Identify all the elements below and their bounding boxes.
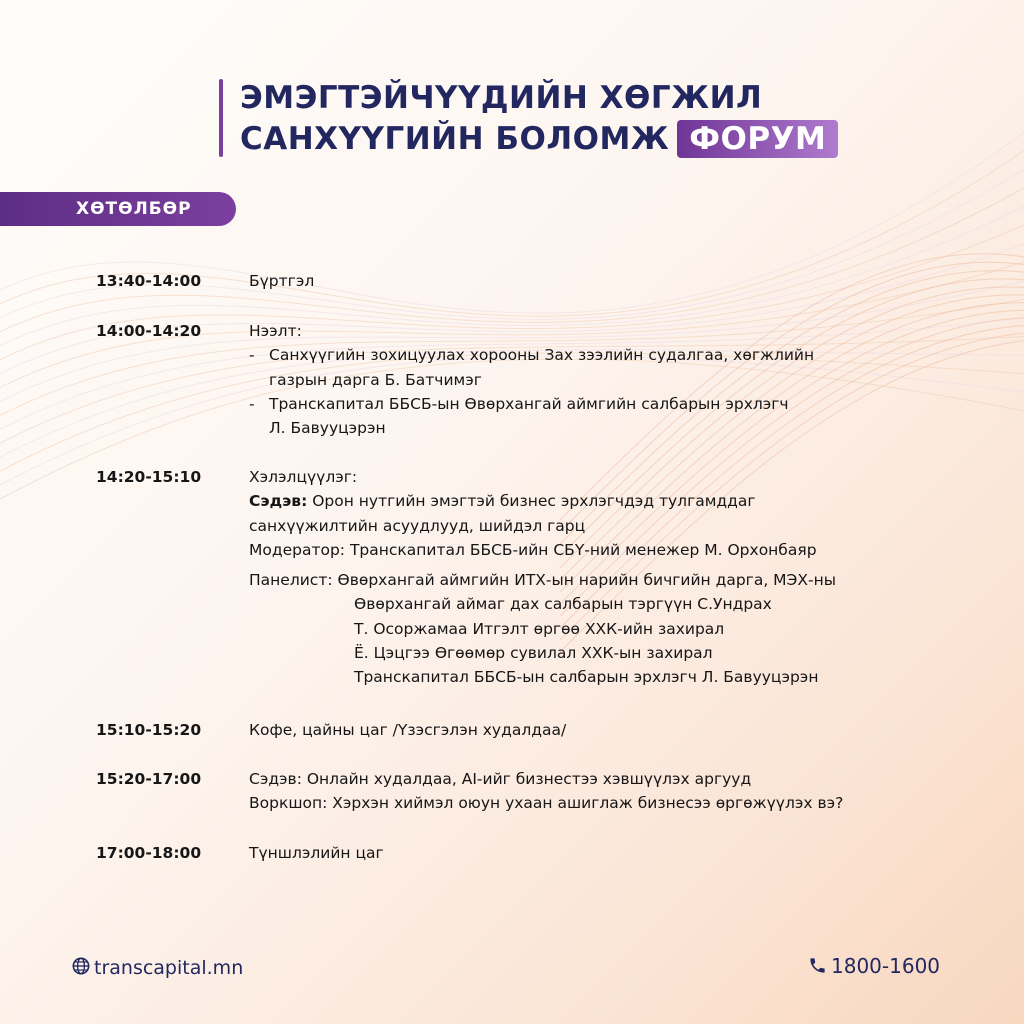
phone-icon: [808, 955, 827, 981]
panelist-line: Панелист: Өвөрхангай аймгийн ИТХ-ын нарийн бичгийн дарга, МЭХ-ны: [249, 571, 836, 590]
schedule-time: 17:00-18:00: [96, 844, 202, 862]
speaker-line: Транскапитал ББСБ-ын Өвөрхангай аймгийн салбарын эрхлэгч: [269, 394, 789, 413]
forum-title-line-2: [240, 119, 838, 159]
discussion-topic: [249, 489, 979, 513]
moderator-line: Модератор: Транскапитал ББСБ-ийн СБҮ-ний менежер М. Орхонбаяр: [249, 540, 817, 559]
website-text: transcapital.mn: [94, 957, 244, 979]
opening-speaker-1: [249, 343, 979, 392]
speaker-line: Санхүүгийн зохицуулах хорооны Зах зээлийн судалгаа, хөгжлийн: [269, 346, 815, 365]
program-label-text: ХӨТӨЛБӨР: [76, 199, 192, 219]
forum-badge: ФОРУМ: [677, 120, 838, 158]
schedule-text: Түншлэлийн цаг: [249, 844, 384, 862]
schedule-time: 15:10-15:20: [96, 721, 202, 739]
program-section-label: [0, 192, 236, 226]
panelist-line: Транскапитал ББСБ-ын салбарын эрхлэгч Л. Бавууцэрэн: [354, 668, 819, 687]
topic-text: Орон нутгийн эмэгтэй бизнес эрхлэгчдэд тулгамддаг: [307, 492, 756, 511]
schedule-time: 14:20-15:10: [96, 468, 202, 486]
schedule-heading: Нээлт:: [249, 322, 302, 340]
topic-label: Сэдэв:: [249, 492, 308, 511]
workshop-topic: Сэдэв: Онлайн худалдаа, AI-ийг бизнестээ хэвшүүлэх аргууд: [249, 770, 752, 788]
schedule-time: 13:40-14:00: [96, 272, 202, 290]
globe-icon: [72, 956, 90, 982]
website-link[interactable]: [72, 955, 243, 982]
opening-speaker-2: [249, 392, 979, 441]
speaker-line: газрын дарга Б. Батчимэг: [269, 370, 482, 389]
speaker-line: Л. Бавууцэрэн: [269, 419, 386, 438]
phone-link[interactable]: [808, 953, 940, 981]
schedule-text: Бүртгэл: [249, 272, 315, 290]
schedule-heading: Хэлэлцүүлэг:: [249, 468, 358, 486]
panelist-line: Т. Осоржамаа Итгэлт өргөө ХХК-ийн захирал: [354, 619, 725, 638]
bullet-dash: -: [249, 394, 255, 413]
forum-title-line-2-text: САНХҮҮГИЙН БОЛОМЖ: [240, 121, 670, 157]
bullet-dash: -: [249, 346, 255, 365]
schedule-time: 15:20-17:00: [96, 770, 202, 788]
title-accent-bar: [219, 79, 223, 157]
schedule-time: 14:00-14:20: [96, 322, 202, 340]
forum-title-line-1: ЭМЭГТЭЙЧҮҮДИЙН ХӨГЖИЛ: [240, 80, 763, 116]
workshop-title: Воркшоп: Хэрхэн хиймэл оюун ухаан ашиглаж бизнесээ өргөжүүлэх вэ?: [249, 794, 844, 813]
schedule-text: Кофе, цайны цаг /Үзэсгэлэн худалдаа/: [249, 721, 567, 739]
discussion-topic-cont: санхүүжилтийн асуудлууд, шийдэл гарц: [249, 516, 586, 535]
panelist-line: Ё. Цэцгээ Өгөөмөр сувилал ХХК-ын захирал: [354, 644, 713, 663]
phone-text: 1800-1600: [831, 954, 941, 978]
panelist-line: Өвөрхангай аймаг дах салбарын тэргүүн С.Ундрах: [354, 595, 772, 614]
wave-line: [0, 159, 1024, 328]
